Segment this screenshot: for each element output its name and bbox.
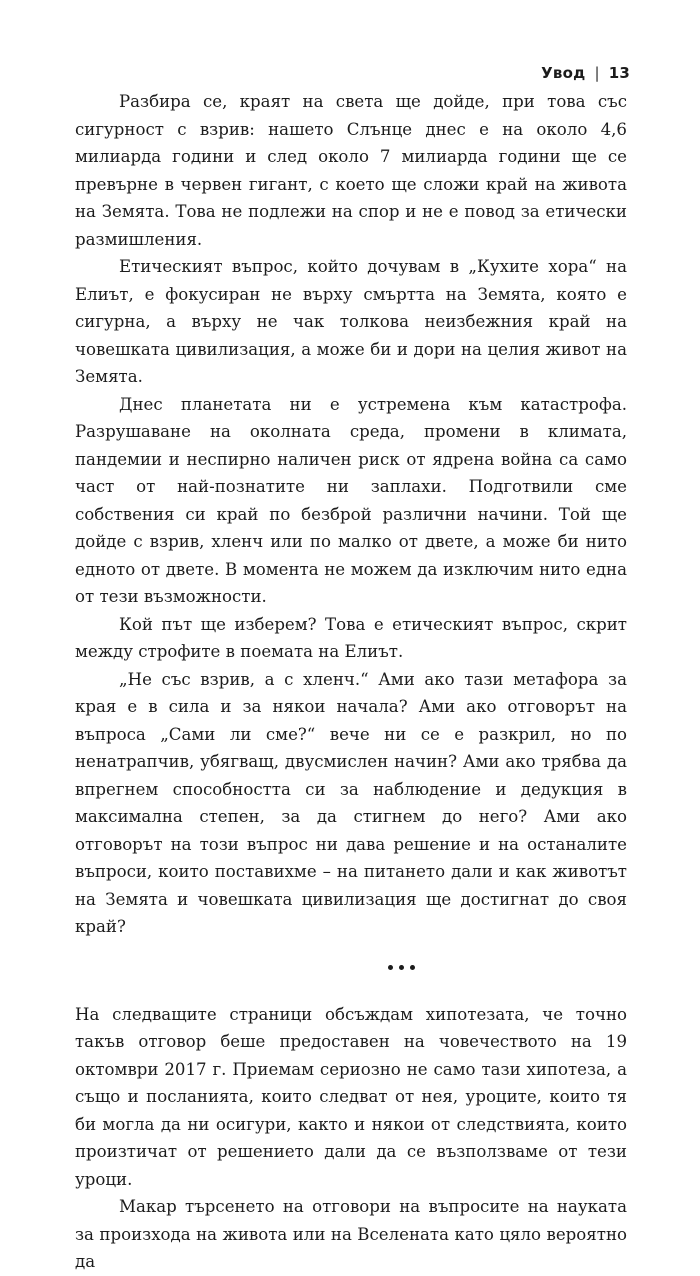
section-break-ornament — [75, 945, 627, 995]
ornament-dot — [388, 965, 393, 970]
chapter-title: Увод — [541, 64, 586, 82]
page-number: 13 — [608, 64, 630, 82]
paragraph: Кой път ще изберем? Това е етическият въпрос, скрит между строфите в поемата на Елиът. — [75, 614, 627, 661]
ornament-dot — [410, 965, 415, 970]
ornament-dot — [399, 965, 404, 970]
paragraph: „Не със взрив, а с хленч.“ Ами ако тази метафора за края е в сила и за някои начала? Ами ако отговорът на въпроса „Сами ли сме?“ вече ни се е разкрил, но по ненатрапчив, убягващ, двусмислен начин? Ами ако трябва да впрегнем способността си за наблюдение и дедукция в максимална степен, за да стигнем до него? Ами ако отговорът на този въпрос ни дава решение и на останалите въпроси, които поставихме – на питането дали и как животът на Земята и човешката цивилизация ще достигнат до своя край? — [75, 669, 627, 936]
paragraph: На следващите страници обсъждам хипотезата, че точно такъв отговор беше предоставен на човечеството на 19 октомври 2017 г. Приемам сериозно не само тази хипотеза, а също и посланията, които следват от нея, уроците, които тя би могла да ни осигури, както и някои от следствията, които произтичат от решението дали да се възползваме от тези уроци. — [75, 1004, 627, 1189]
running-header — [541, 64, 630, 82]
header-separator: | — [594, 64, 600, 82]
paragraph: Етическият въпрос, който дочувам в „Кухите хора“ на Елиът, е фокусиран не върху смъртта на Земята, която е сигурна, а върху не чак толкова неизбежния край на човешката цивилизация, а може би и дори на целия живот на Земята. — [75, 257, 627, 386]
paragraph: Разбира се, краят на света ще дойде, при това със сигурност с взрив: нашето Слънце днес е на около 4,6 милиарда години и след около 7 милиарда години ще се превърне в червен гигант, с което ще сложи край на живота на Земята. Това не подлежи на спор и не е повод за етически размишления. — [75, 92, 627, 249]
paragraph: Макар търсенето на отговори на въпросите на науката за произхода на живота или на Вселената като цяло вероятно да — [75, 1197, 627, 1271]
body-text — [75, 88, 627, 1276]
paragraph: Днес планетата ни е устремена към катастрофа. Разрушаване на околната среда, промени в климата, пандемии и неспирно наличен риск от ядрена война са само част от най-познатите ни заплахи. Подготвили сме собствения си край по безброй различни начини. Той ще дойде с взрив, хленч или по малко от двете, а може би нито едното от двете. В момента не можем да изключим нито една от тези възможности. — [75, 394, 627, 606]
